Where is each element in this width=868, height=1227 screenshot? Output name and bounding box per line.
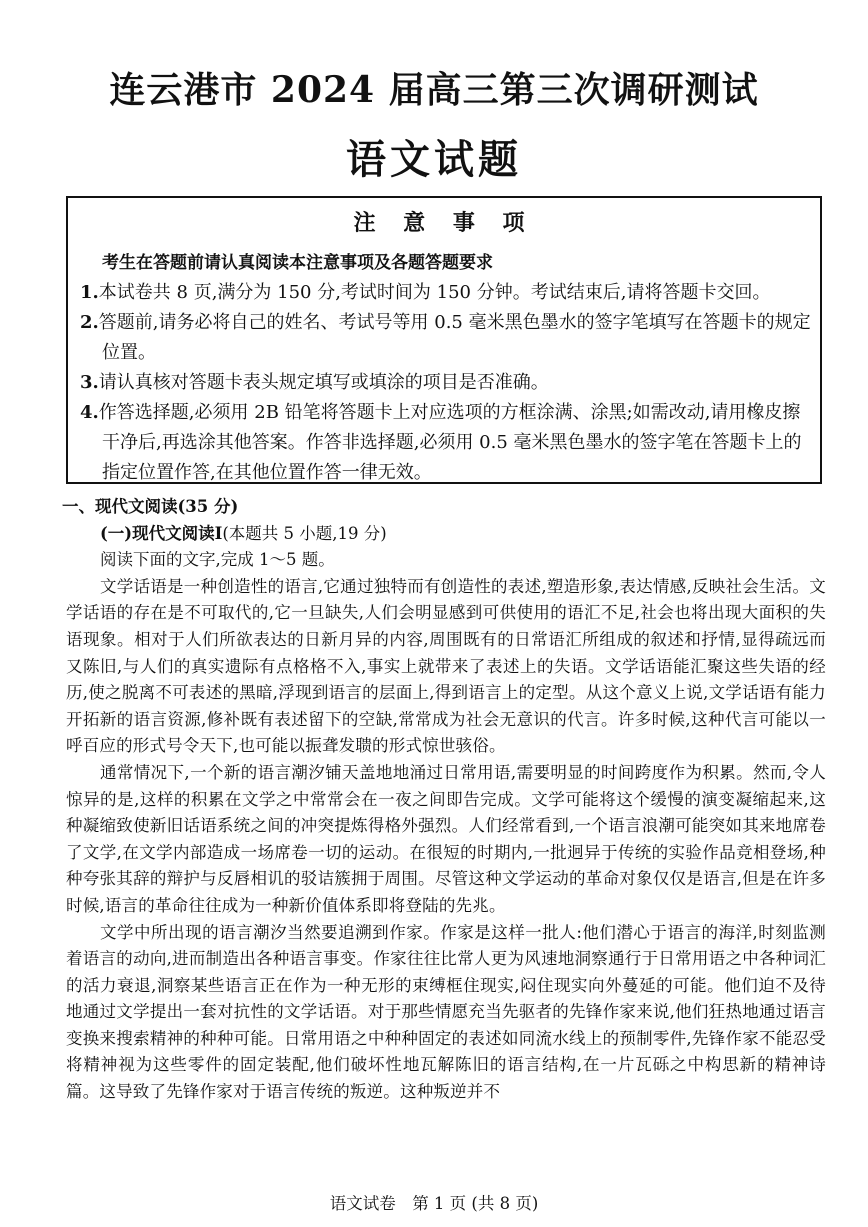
notice-item xyxy=(80,368,814,398)
notice-box xyxy=(66,196,822,484)
notice-item xyxy=(80,278,814,308)
notice-list xyxy=(80,278,814,488)
reading-instruction: 阅读下面的文字,完成 1～5 题。 xyxy=(100,550,335,570)
section-heading: 一、现代文阅读(35 分) xyxy=(62,497,239,516)
passage-paragraph: 文学话语是一种创造性的语言,它通过独特而有创造性的表述,塑造形象,表达情感,反映社会生活。文学话语的存在是不可取代的,它一旦缺失,人们会明显感到可供使用的语汇不足,社会也将出现大面积的失语现象。相对于人们所欲表达的日新月异的内容,周围既有的日常语汇所组成的叙述和抒情,显得疏远而又陈旧,与人们的真实遗际有点格格不入,事实上就带来了表述上的失语。文学话语能汇聚这些失语的经历,使之脱离不可表述的黑暗,浮现到语言的层面上,得到语言上的定型。从这个意义上说,文学话语有能力开拓新的语言资源,修补既有表述留下的空缺,常常成为社会无意识的代言。许多时候,这种代言可能以一呼百应的形式号令天下,也可能以振聋发聩的形式惊世骇俗。 xyxy=(66,576,826,756)
sub-heading-note: (本题共 5 小题,19 分) xyxy=(222,523,387,543)
notice-item xyxy=(80,308,814,368)
notice-item xyxy=(80,398,814,488)
notice-item-number: 3. xyxy=(80,372,99,393)
notice-item-number: 4. xyxy=(80,402,99,423)
page-footer: 语文试卷 第 1 页 (共 8 页) xyxy=(329,1194,539,1213)
notice-item-text: 作答选择题,必须用 2B 铅笔将答题卡上对应选项的方框涂满、涂黑;如需改动,请用橡皮擦干净后,再选涂其他答案。作答非选择题,必须用 0.5 毫米黑色墨水的签字笔在答题卡上的指定位置作答,在其他位置作答一律无效。 xyxy=(98,402,802,483)
notice-intro: 考生在答题前请认真阅读本注意事项及各题答题要求 xyxy=(102,253,493,273)
reading-section xyxy=(62,494,826,1106)
passage-paragraph: 文学中所出现的语言潮汐当然要追溯到作家。作家是这样一批人:他们潜心于语言的海洋,时刻监测着语言的动向,进而制造出各种语言事变。作家往往比常人更为风速地洞察通行于日常用语之中各种词汇的活力衰退,洞察某些语言正在作为一种无形的束缚框住现实,闷住现实向外蔓延的可能。他们迫不及待地通过文学提出一套对抗性的文学话语。对于那些情愿充当先驱者的先锋作家来说,他们狂热地通过语言变换来搜索精神的种种可能。日常用语之中种种固定的表述如同流水线上的预制零件,先锋作家不能忍受将精神视为这些零件的固定装配,他们破坏性地瓦解陈旧的语言结构,在一片瓦砾之中构思新的精神诗篇。这导致了先锋作家对于语言传统的叛逆。这种叛逆并不 xyxy=(66,922,826,1102)
notice-item-text: 本试卷共 8 页,满分为 150 分,考试时间为 150 分钟。考试结束后,请将答题卡交回。 xyxy=(98,282,771,303)
exam-title: 连云港市 2024 届高三第三次调研测试 xyxy=(109,69,759,111)
notice-item-number: 1. xyxy=(80,282,99,303)
sub-heading-label: (一)现代文阅读Ⅰ xyxy=(100,523,223,543)
notice-item-text: 请认真核对答题卡表头规定填写或填涂的项目是否准确。 xyxy=(98,372,549,393)
notice-heading: 注 意 事 项 xyxy=(353,210,535,236)
notice-item-number: 2. xyxy=(80,312,99,333)
subject-title: 语文试题 xyxy=(346,136,522,183)
sub-section-heading xyxy=(100,521,826,548)
passage-paragraph: 通常情况下,一个新的语言潮汐铺天盖地地涌过日常用语,需要明显的时间跨度作为积累。然而,令人惊异的是,这样的积累在文学之中常常会在一夜之间即告完成。文学可能将这个缓慢的演变凝缩起来,这种凝缩致使新旧话语系统之间的冲突提炼得格外强烈。人们经常看到,一个语言浪潮可能突如其来地席卷了文学,在文学内部造成一场席卷一切的运动。在很短的时期内,一批迥异于传统的实验作品竞相登场,种种夸张其辞的辩护与反唇相讥的驳诘簇拥于周围。尽管这种文学运动的革命对象仅仅是语言,但是在许多时候,语言的革命往往成为一种新价值体系即将登陆的先兆。 xyxy=(66,762,826,915)
notice-item-text: 答题前,请务必将自己的姓名、考试号等用 0.5 毫米黑色墨水的签字笔填写在答题卡的规定位置。 xyxy=(98,312,811,363)
